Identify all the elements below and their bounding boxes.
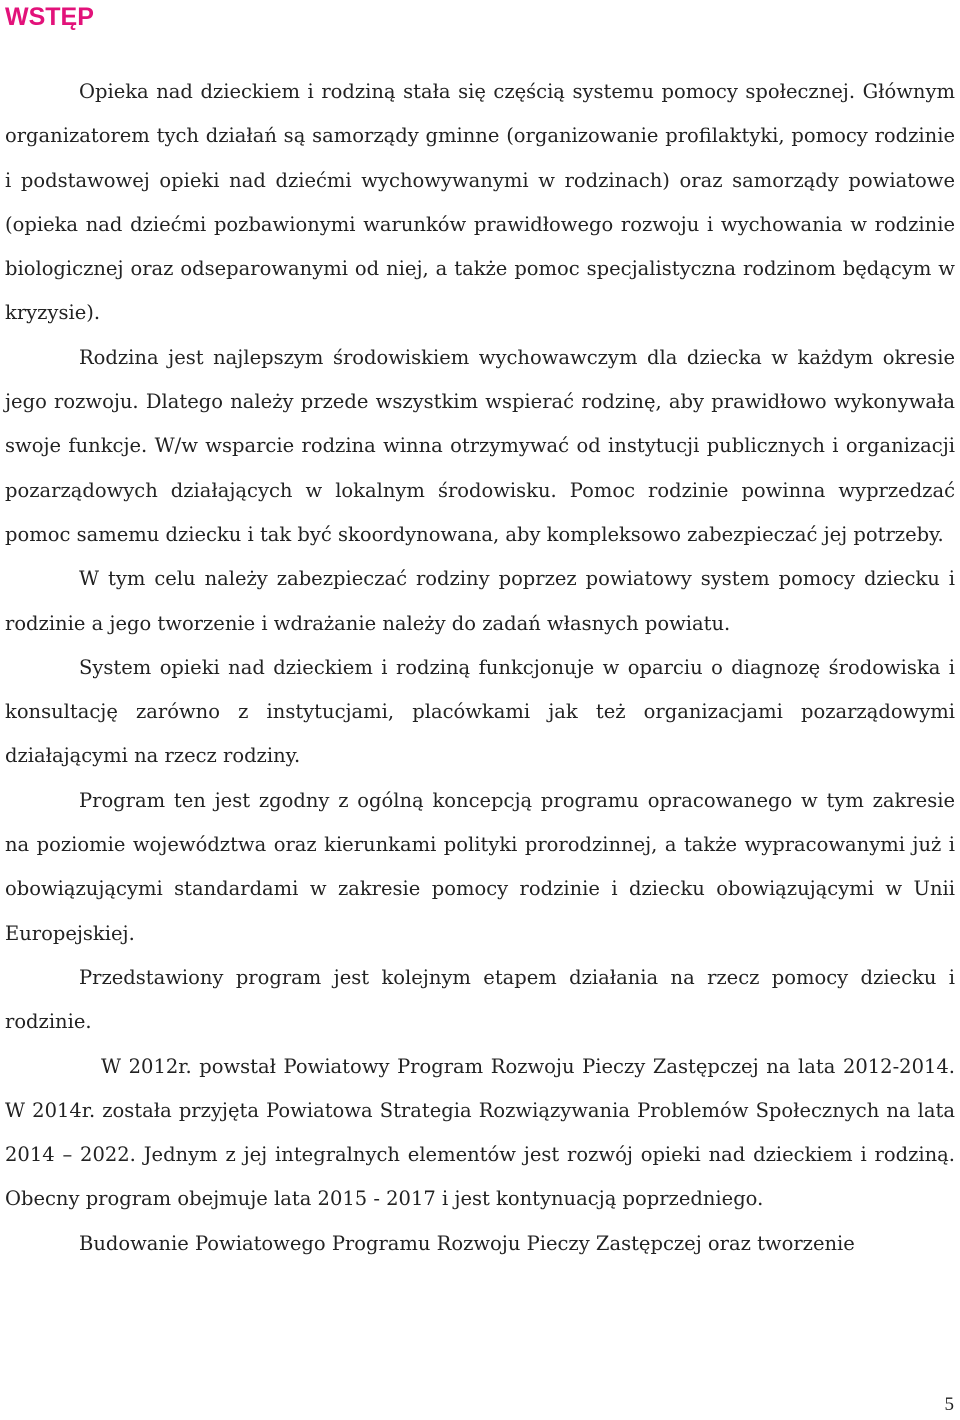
page-number: 5 xyxy=(944,1394,954,1415)
section-heading: WSTĘP xyxy=(5,3,94,31)
paragraph-program-building: Budowanie Powiatowego Programu Rozwoju Pieczy Zastępczej oraz tworzenie xyxy=(79,1231,855,1255)
paragraph-intro: Opieka nad dzieckiem i rodziną stała się częścią systemu pomocy społecznej. Głównym organizatorem tych działań są samorządy gminne (organizowanie profilaktyki, pomocy rodzinie i podstawowej opieki nad dziećmi wychowywanymi w rodzinach) oraz samorządy powiatowe (opieka nad dziećmi pozbawionymi warunków prawidłowego rozwoju i wychowania w rodzinie biologicznej oraz odseparowanymi od niej, a także pomoc specjalistyczna rodzinom będącym w kryzysie). xyxy=(5,80,955,325)
paragraph-family-environment: Rodzina jest najlepszym środowiskiem wychowawczym dla dziecka w każdym okresie jego rozwoju. Dlatego należy przede wszystkim wspierać rodzinę, aby prawidłowo wykonywała swoje funkcje. W/w wsparcie rodzina winna otrzymywać od instytucji publicznych i organizacji pozarządowych działających w lokalnym środowisku. Pomoc rodzinie powinna wyprzedzać pomoc samemu dziecku i tak być skoordynowana, aby kompleksowo zabezpieczać jej potrzeby. xyxy=(5,345,955,546)
paragraph-program-stage: Przedstawiony program jest kolejnym etapem działania na rzecz pomocy dziecku i rodzinie. xyxy=(5,965,955,1034)
paragraph-program-compliance: Program ten jest zgodny z ogólną koncepcją programu opracowanego w tym zakresie na poziomie województwa oraz kierunkami polityki prorodzinnej, a także wypracowanymi już i obowiązującymi standardami w zakresie pomocy rodzinie i dziecku obowiązującymi w Unii Europejskiej. xyxy=(5,788,955,945)
paragraph-system-operation: System opieki nad dzieckiem i rodziną funkcjonuje w oparciu o diagnozę środowiska i konsultację zarówno z instytucjami, placówkami jak też organizacjami pozarządowymi działającymi na rzecz rodziny. xyxy=(5,655,955,768)
paragraph-program-history: W 2012r. powstał Powiatowy Program Rozwoju Pieczy Zastępczej na lata 2012-2014. W 2014r. została przyjęta Powiatowa Strategia Rozwiązywania Problemów Społecznych na lata 2014 – 2022. Jednym z jej integralnych elementów jest rozwój opieki nad dzieckiem i rodziną. Obecny program obejmuje lata 2015 - 2017 i jest kontynuacją poprzedniego. xyxy=(5,1054,955,1211)
document-body xyxy=(5,70,955,1266)
paragraph-system-purpose: W tym celu należy zabezpieczać rodziny poprzez powiatowy system pomocy dziecku i rodzinie a jego tworzenie i wdrażanie należy do zadań własnych powiatu. xyxy=(5,567,955,635)
